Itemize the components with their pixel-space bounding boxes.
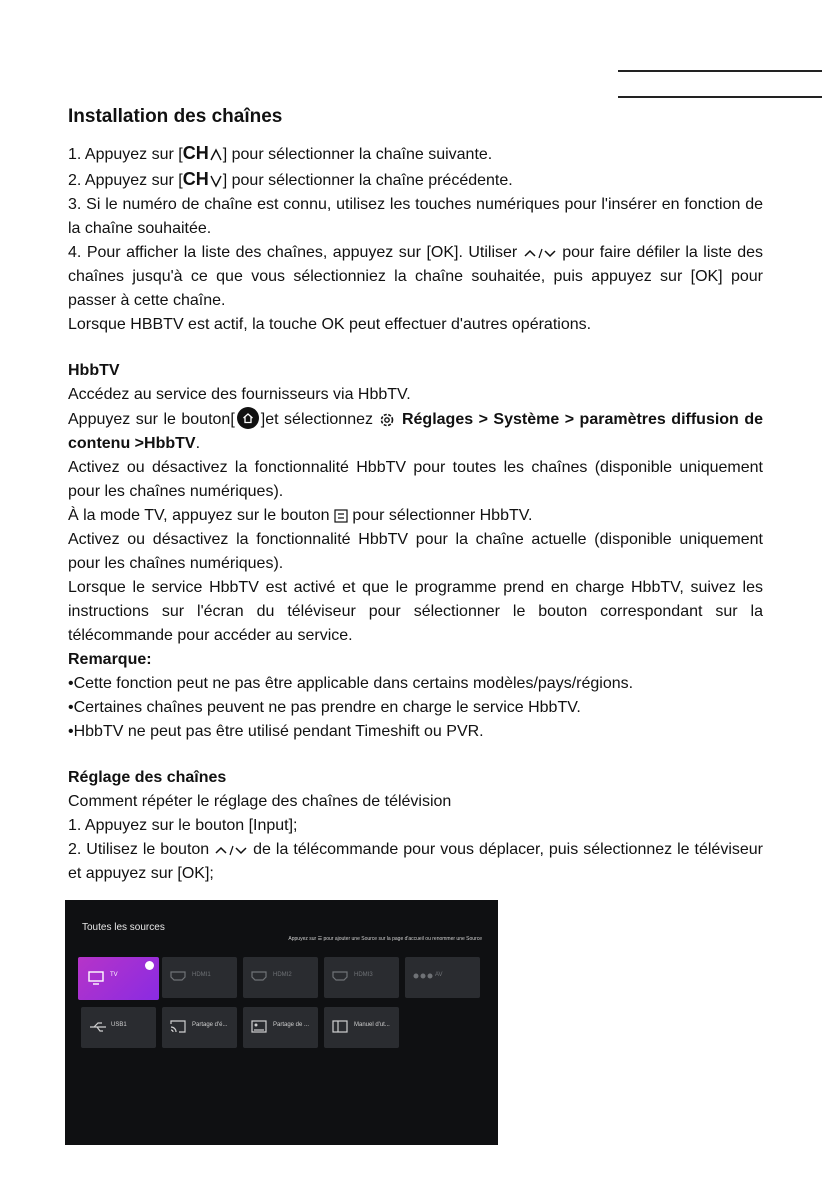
hbbtv-intro: Accédez au service des fournisseurs via HbbTV. (68, 386, 411, 403)
chevron-up-icon (209, 148, 223, 162)
reglage-step-2: 2. Utilisez le bouton de la télécommande pour vous déplacer, puis sélectionnez le téléviseur et appuyez sur [OK]; (68, 841, 763, 882)
reglage-intro: Comment répéter le réglage des chaînes de télévision (68, 793, 452, 810)
hbbtv-ok-note: Lorsque HBBTV est actif, la touche OK peut effectuer d'autres opérations. (68, 316, 592, 333)
hdmi-icon (251, 971, 267, 981)
source-tile-av[interactable]: AV (405, 957, 480, 998)
ch-label: CH (182, 169, 209, 189)
source-tile-screen-share[interactable]: Partage d'é... (162, 1007, 237, 1048)
sources-title: Toutes les sources (82, 922, 165, 933)
cast-icon (170, 1020, 186, 1033)
source-tile-content-share[interactable]: Partage de ... (243, 1007, 318, 1048)
source-tile-hdmi3[interactable]: HDMI3 (324, 957, 399, 998)
home-icon (237, 407, 259, 429)
source-tile-tv[interactable]: TV (78, 957, 159, 1000)
gear-icon (378, 411, 396, 429)
up-down-arrows-icon (214, 844, 248, 856)
header-rule-top (618, 70, 822, 72)
source-tile-usb1[interactable]: USB1 (81, 1007, 156, 1048)
check-icon (145, 961, 154, 970)
source-tile-hdmi2[interactable]: HDMI2 (243, 957, 318, 998)
media-share-icon (251, 1020, 267, 1033)
hdmi-icon (332, 971, 348, 981)
manual-icon (332, 1020, 348, 1033)
section-title-reglage: Réglage des chaînes (68, 769, 227, 786)
remark-bullet: •Cette fonction peut ne pas être applicable dans certains modèles/pays/régions. (68, 675, 634, 692)
ch-label: CH (182, 143, 209, 163)
page-content (68, 105, 763, 886)
section-title-hbbtv: HbbTV (68, 362, 120, 379)
step-1: 1. Appuyez sur [CH ] pour sélectionner la chaîne suivante. (68, 143, 493, 163)
hbbtv-all-channels: Activez ou désactivez la fonctionnalité HbbTV pour toutes les chaînes (disponible uniquement pour les chaînes numériques). (68, 459, 763, 500)
up-down-arrows-icon (523, 247, 557, 259)
tv-sources-screenshot (65, 900, 498, 1145)
hbbtv-step-settings: Appuyez sur le bouton[ ]et sélectionnez Réglages > Système > paramètres diffusion de contenu >HbbTV. (68, 407, 763, 456)
usb-icon (89, 1020, 107, 1034)
header-rule-bottom (618, 96, 822, 98)
av-icon (413, 973, 433, 979)
step-3: 3. Si le numéro de chaîne est connu, utilisez les touches numériques pour l'insérer en fonction de la chaîne souhaitée. (68, 196, 763, 237)
hdmi-icon (170, 971, 186, 981)
step-4: 4. Pour afficher la liste des chaînes, appuyez sur [OK]. Utiliser pour faire défiler la liste des chaînes jusqu'à ce que vous sélectionniez la chaîne souhaitée, puis appuyez sur [OK] pour passer à cette chaîne. (68, 244, 764, 309)
hbbtv-service-info: Lorsque le service HbbTV est activé et que le programme prend en charge HbbTV, suivez les instructions sur l'écran du téléviseur pour sélectionner le bouton correspondant sur la télécommande pour accéder au service. (68, 579, 763, 644)
remark-label: Remarque: (68, 651, 152, 668)
step-2: 2. Appuyez sur [CH ] pour sélectionner la chaîne précédente. (68, 169, 513, 189)
remark-bullet: •HbbTV ne peut pas être utilisé pendant Timeshift ou PVR. (68, 723, 484, 740)
menu-button-icon (334, 509, 348, 523)
source-tile-hdmi1[interactable]: HDMI1 (162, 957, 237, 998)
section-title-installation: Installation des chaînes (68, 106, 283, 127)
source-tile-manual[interactable]: Manuel d'ut... (324, 1007, 399, 1048)
sources-hint: Appuyez sur ☰ pour ajouter une Source sur la page d'accueil ou renommer une Source (288, 936, 482, 942)
hbbtv-tv-mode: À la mode TV, appuyez sur le bouton pour sélectionner HbbTV. (68, 507, 533, 524)
tv-icon (88, 971, 104, 985)
remark-bullet: •Certaines chaînes peuvent ne pas prendre en charge le service HbbTV. (68, 699, 581, 716)
chevron-down-icon (209, 174, 223, 188)
hbbtv-current-channel: Activez ou désactivez la fonctionnalité HbbTV pour la chaîne actuelle (disponible uniquement pour les chaînes numériques). (68, 531, 763, 572)
reglage-step-1: 1. Appuyez sur le bouton [Input]; (68, 817, 298, 834)
